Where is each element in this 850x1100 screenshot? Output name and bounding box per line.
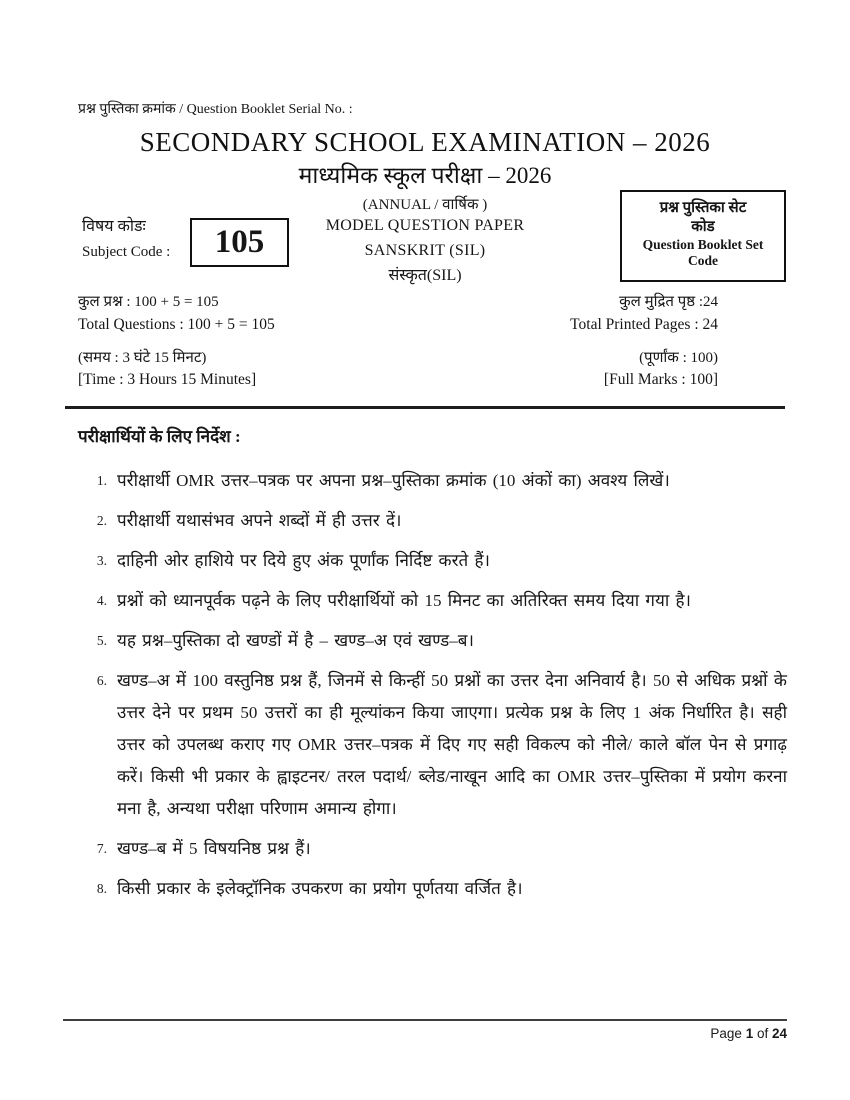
instruction-number: 3. [96,553,107,568]
instruction-item-3 [65,545,787,577]
page-number: 1 [745,1026,754,1041]
printed-pages-hindi: कुल मुद्रित पृष्ठ :24 [619,294,718,310]
time-hindi: (समय : 3 घंटे 15 मिनट) [78,350,207,366]
instruction-item-6 [65,665,787,825]
subject-name-hindi: संस्कृत(SIL) [388,267,462,284]
subject-code-label-english: Subject Code : [82,244,171,260]
instruction-item-5 [65,625,787,657]
set-code-line-hindi-2: कोड [691,218,715,235]
instruction-item-2 [65,505,787,537]
time-english: [Time : 3 Hours 15 Minutes] [78,371,257,388]
instruction-number: 4. [96,593,107,608]
instruction-number: 1. [96,473,107,488]
instruction-text: परीक्षार्थी यथासंभव अपने शब्दों में ही उत्तर दें। [117,511,402,530]
printed-pages-english: Total Printed Pages : 24 [570,316,718,333]
instruction-text: परीक्षार्थी OMR उत्तर–पत्रक पर अपना प्रश्न–पुस्तिका क्रमांक (10 अंकों का) अवश्य लिखें। [117,471,670,490]
set-code-line-english-2: Code [688,253,718,269]
total-pages: 24 [771,1026,787,1041]
instruction-text: प्रश्नों को ध्यानपूर्वक पढ़ने के लिए परीक्षार्थियों को 15 मिनट का अतिरिक्त समय दिया गया है। [117,591,691,610]
full-marks-hindi: (पूर्णांक : 100) [639,350,718,366]
page-footer [710,1026,787,1041]
set-code-line-english-1: Question Booklet Set [642,236,764,252]
instruction-number: 6. [96,673,107,688]
footer-divider [63,1019,787,1021]
instructions-list [65,465,787,913]
instruction-item-7 [65,833,787,865]
annual-line: (ANNUAL / वार्षिक ) [362,197,488,213]
instruction-number: 2. [96,513,107,528]
of-label: of [753,1026,772,1041]
instruction-number: 5. [96,633,107,648]
subject-name-english: SANSKRIT (SIL) [364,242,486,259]
exam-title-english: SECONDARY SCHOOL EXAMINATION – 2026 [139,127,711,157]
page-label: Page [710,1026,746,1041]
instruction-text: खण्ड–ब में 5 विषयनिष्ठ प्रश्न हैं। [117,839,311,858]
instruction-number: 8. [96,881,107,896]
set-code-line-hindi-1: प्रश्न पुस्तिका सेट [659,200,747,216]
instruction-text: दाहिनी ओर हाशिये पर दिये हुए अंक पूर्णांक निर्दिष्ट करते हैं। [117,551,490,570]
instruction-number: 7. [96,841,107,856]
model-question-paper-line: MODEL QUESTION PAPER [325,217,525,234]
instruction-item-4 [65,585,787,617]
full-marks-english: [Full Marks : 100] [603,371,718,388]
instruction-item-1 [65,465,787,497]
header-divider [65,406,785,409]
subject-code-value: 105 [214,224,265,260]
booklet-serial-line: प्रश्न पुस्तिका क्रमांक / Question Booklet Serial No. : [78,102,353,117]
instructions-heading: परीक्षार्थियों के लिए निर्देश : [78,427,241,446]
instruction-text: खण्ड–अ में 100 वस्तुनिष्ठ प्रश्न हैं, जिनमें से किन्हीं 50 प्रश्नों का उत्तर देना अनिवार्य है। 50 से अधिक प्रश्नों के उत्तर देने पर प्रथम 50 उत्तरों का ही मूल्यांकन किया जाएगा। प्रत्येक प्रश्न के लिए 1 अंक निर्धारित है। सही उत्तर को उपलब्ध कराए गए OMR उत्तर–पत्रक में दिए गए सही विकल्प को नीले/ काले बॉल पेन से प्रगाढ़ करें। किसी भी प्रकार के ह्वाइटनर/ तरल पदार्थ/ ब्लेड/नाखून आदि का OMR उत्तर–पुस्तिका में प्रयोग करना मना है, अन्यथा परीक्षा परिणाम अमान्य होगा। [117,671,787,818]
subject-code-label-hindi: विषय कोडः [82,218,146,235]
total-questions-hindi: कुल प्रश्न : 100 + 5 = 105 [78,294,219,310]
subject-code-box [190,218,289,267]
set-code-box [620,190,786,282]
instruction-text: किसी प्रकार के इलेक्ट्रॉनिक उपकरण का प्रयोग पूर्णतया वर्जित है। [117,879,523,898]
total-questions-english: Total Questions : 100 + 5 = 105 [78,316,275,333]
exam-title-hindi: माध्यमिक स्कूल परीक्षा – 2026 [298,163,552,188]
instruction-text: यह प्रश्न–पुस्तिका दो खण्डों में है – खण्ड–अ एवं खण्ड–ब। [117,631,474,650]
instruction-item-8 [65,873,787,905]
